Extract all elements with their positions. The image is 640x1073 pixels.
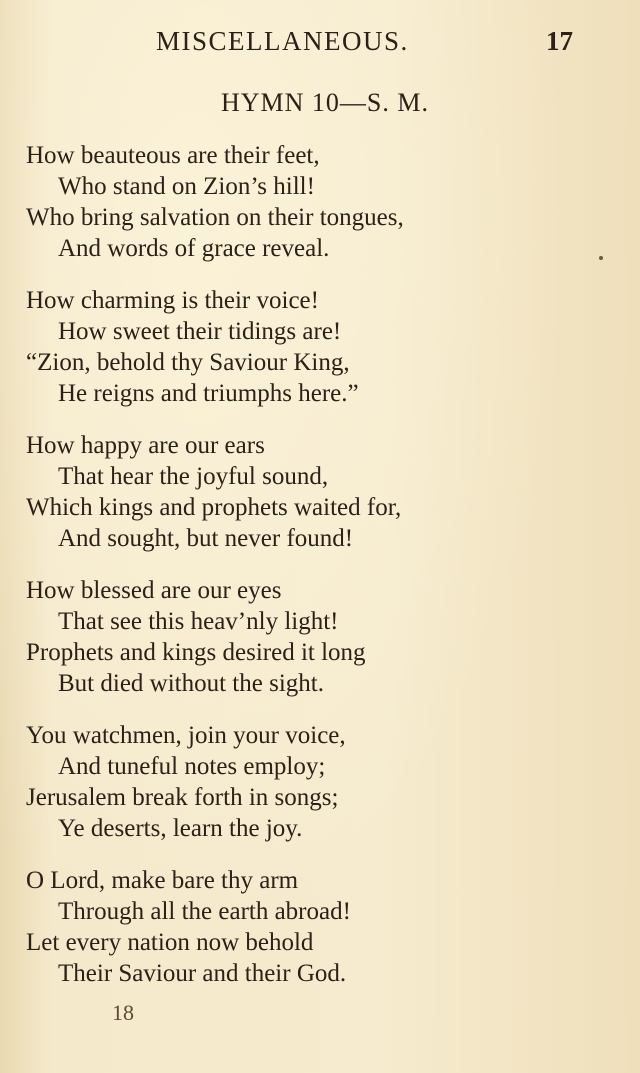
- stanza-line: And sought, but never found!: [58, 525, 354, 552]
- stanza-line: How sweet their tidings are!: [58, 318, 342, 345]
- stanza-line: You watchmen, join your voice,: [26, 722, 346, 749]
- stanza-line: Who bring salvation on their tongues,: [26, 204, 404, 231]
- stanza-line: Jerusalem break forth in songs;: [26, 784, 339, 811]
- stanza-line: Who stand on Zion’s hill!: [58, 173, 315, 200]
- stanza-line: How charming is their voice!: [26, 287, 319, 314]
- page-number: 17: [546, 26, 573, 56]
- stanza-line: Ye deserts, learn the joy.: [58, 815, 303, 842]
- running-head: MISCELLANEOUS.: [156, 26, 409, 56]
- stanza-line: But died without the sight.: [58, 670, 324, 697]
- stanza-line: Let every nation now behold: [26, 929, 314, 956]
- ink-speck: [599, 256, 603, 260]
- stanza-2: [26, 285, 626, 409]
- page-header: [0, 26, 640, 66]
- stanza-line: He reigns and triumphs here.”: [58, 380, 359, 407]
- stanza-5: [26, 720, 626, 844]
- stanza-line: And words of grace reveal.: [58, 235, 330, 262]
- stanza-1: [26, 140, 626, 264]
- hymn-body: [26, 140, 626, 1010]
- stanza-3: [26, 430, 626, 554]
- stanza-6: [26, 865, 626, 989]
- stanza-line: Through all the earth abroad!: [58, 898, 351, 925]
- stanza-line: And tuneful notes employ;: [58, 753, 326, 780]
- stanza-line: Which kings and prophets waited for,: [26, 494, 402, 521]
- stanza-line: That hear the joyful sound,: [58, 463, 329, 490]
- signature-mark: 18: [112, 1000, 134, 1025]
- stanza-line: Their Saviour and their God.: [58, 960, 347, 987]
- stanza-4: [26, 575, 626, 699]
- stanza-line: “Zion, behold thy Saviour King,: [26, 349, 350, 376]
- hymn-title: HYMN 10—S. M.: [220, 88, 430, 117]
- stanza-line: Prophets and kings desired it long: [26, 639, 366, 666]
- stanza-line: How blessed are our eyes: [26, 577, 282, 604]
- stanza-line: O Lord, make bare thy arm: [26, 867, 299, 894]
- stanza-line: That see this heav’nly light!: [58, 608, 339, 635]
- stanza-line: How happy are our ears: [26, 432, 265, 459]
- stanza-line: How beauteous are their feet,: [26, 142, 320, 169]
